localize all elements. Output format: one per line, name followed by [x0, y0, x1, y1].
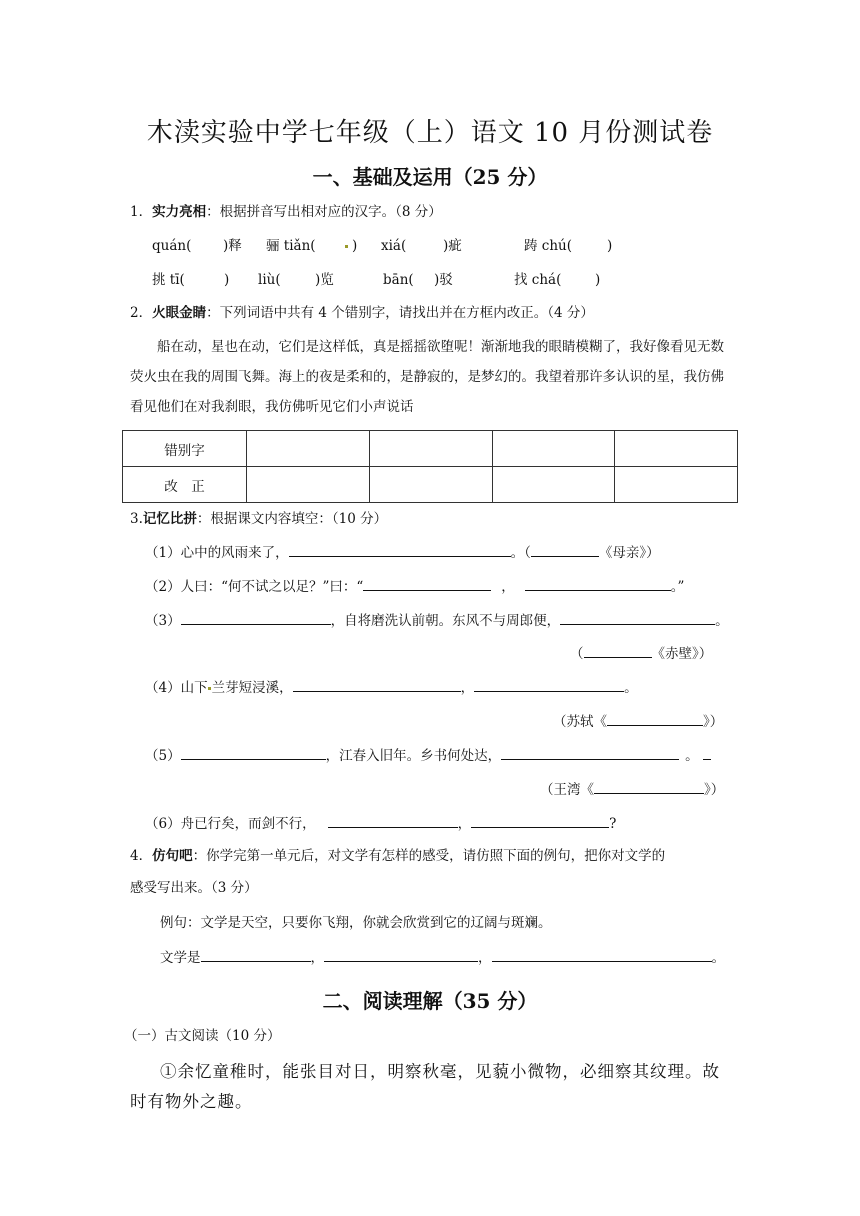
question-3	[130, 509, 387, 529]
pinyin-item: bān(	[383, 272, 414, 288]
pinyin-item: )	[607, 238, 613, 254]
answer-blank[interactable]	[607, 711, 703, 726]
pinyin-item: )	[224, 272, 230, 288]
answer-blank[interactable]	[594, 779, 704, 794]
fill-line-6	[145, 813, 616, 834]
answer-blank[interactable]	[560, 610, 715, 625]
fill-text: ，	[457, 816, 472, 832]
correction-header: 改 正	[123, 467, 247, 503]
question-1	[130, 202, 442, 222]
question-4	[130, 846, 665, 866]
fill-text: （3）	[145, 613, 181, 629]
section-2-heading: 二、阅读理解（35 分）	[322, 989, 538, 1013]
pinyin-item: 踌 chú(	[524, 238, 573, 254]
fill-text: （	[570, 646, 584, 662]
fill-text: ，自将磨洗认前朝。东风不与周郎便，	[330, 613, 561, 629]
q2-passage: 船在动，星也在动，它们是这样低，真是摇摇欲堕呢！渐渐地我的眼睛模糊了，我好像看见无数荧火虫在我的周围飞舞。海上的夜是柔和的，是静寂的，是梦幻的。我望着那许多认识的星，我仿佛看见他们在对我刹眼，我仿佛听见它们小声说话	[130, 339, 724, 415]
answer-cell[interactable]	[369, 431, 492, 467]
fill-text: 。	[685, 748, 699, 764]
q1-row-2	[152, 270, 752, 290]
fill-text: （1）心中的风雨来了，	[145, 545, 289, 561]
fill-text: （6）舟已行矣，而剑不行，	[145, 816, 316, 832]
fill-text: 》）	[704, 782, 725, 798]
pinyin-item: )释	[223, 238, 242, 254]
q1-number: 1．	[130, 204, 153, 220]
fill-text: ?	[609, 816, 617, 832]
fill-line-4	[145, 677, 638, 698]
q2-number: 2．	[130, 305, 153, 321]
fill-text: （5）	[145, 748, 181, 764]
q1-text: ：根据拼音写出相对应的汉字。（8 分）	[206, 204, 442, 220]
fill-text: 。	[711, 950, 725, 966]
ancient-passage: ①余忆童稚时，能张目对日，明察秋毫，见藐小微物，必细察其纹理。故时有物外之趣。	[130, 1062, 720, 1111]
fill-text: 。”	[670, 579, 685, 595]
fill-text: ，江春入旧年。乡书何处达，	[325, 748, 502, 764]
q2-label: 火眼金睛	[152, 305, 207, 321]
answer-blank[interactable]	[181, 610, 331, 625]
answer-blank[interactable]	[474, 677, 624, 692]
q1-label: 实力亮相	[152, 204, 207, 220]
fill-text: （王湾《	[540, 782, 594, 798]
q4-text-line-2: 感受写出来。（3 分）	[130, 880, 258, 896]
fill-line-1	[145, 542, 660, 563]
fill-text: （2）人曰：“何不试之以足？”曰：“	[145, 579, 364, 595]
question-2	[130, 303, 594, 323]
fill-text: 》）	[703, 714, 724, 730]
q4-answer-line	[160, 947, 725, 968]
mark-dot	[341, 236, 352, 256]
fill-text: 兰芽短浸溪，	[211, 680, 293, 696]
pinyin-item: )览	[315, 272, 334, 288]
reading-subheading: （一）古文阅读（10 分）	[124, 1028, 281, 1044]
answer-cell[interactable]	[492, 431, 615, 467]
answer-blank[interactable]	[584, 643, 652, 658]
q4-text: ：你学完第一单元后，对文学有怎样的感受，请仿照下面的例句，把你对文学的	[192, 848, 666, 864]
answer-blank[interactable]	[363, 576, 491, 591]
table-row	[123, 467, 738, 503]
answer-blank[interactable]	[501, 745, 679, 760]
answer-blank[interactable]	[328, 813, 458, 828]
answer-cell[interactable]	[492, 467, 615, 503]
fill-line-5-source	[540, 779, 724, 800]
fill-line-3-source	[570, 643, 712, 664]
pinyin-item: xiá(	[381, 238, 407, 254]
q3-number: 3.	[130, 511, 143, 527]
section-1-heading: 一、基础及运用（25 分）	[312, 165, 548, 189]
answer-blank[interactable]	[289, 542, 511, 557]
fill-text: 《母亲》）	[598, 545, 660, 561]
pinyin-item: )疵	[443, 238, 462, 254]
answer-blank[interactable]	[181, 745, 326, 760]
fill-line-2	[145, 576, 684, 597]
q1-row-1	[152, 236, 752, 256]
q3-text: ：根据课文内容填空：（10 分）	[196, 511, 388, 527]
q4-example: 例句：文学是天空，只要你飞翔，你就会欣赏到它的辽阔与斑斓。	[160, 915, 552, 931]
pinyin-item: )	[595, 272, 601, 288]
answer-cell[interactable]	[369, 467, 492, 503]
q4-label: 仿句吧	[152, 848, 193, 864]
answer-blank	[703, 745, 711, 760]
q4-number: 4．	[130, 848, 153, 864]
answer-cell[interactable]	[615, 467, 738, 503]
answer-blank[interactable]	[492, 947, 712, 962]
correction-table	[122, 430, 738, 503]
answer-cell[interactable]	[247, 467, 370, 503]
fill-text: （苏轼《	[553, 714, 607, 730]
fill-text: 。	[624, 680, 638, 696]
q2-text: ：下列词语中共有 4 个错别字，请找出并在方框内改正。（4 分）	[206, 305, 594, 321]
answer-blank[interactable]	[525, 576, 671, 591]
fill-line-3	[145, 610, 729, 631]
fill-text: 。（	[510, 545, 531, 561]
fill-text: ，	[478, 950, 492, 966]
answer-cell[interactable]	[247, 431, 370, 467]
answer-blank[interactable]	[471, 813, 609, 828]
pinyin-item: 骊 tiǎn(	[266, 238, 316, 254]
fill-text: ，	[501, 579, 515, 595]
answer-blank[interactable]	[324, 947, 478, 962]
page-title: 木渎实验中学七年级（上）语文 10 月份测试卷	[146, 118, 714, 148]
answer-blank[interactable]	[531, 542, 599, 557]
table-row	[123, 431, 738, 467]
fill-text: 。	[715, 613, 729, 629]
pinyin-item: 找 chá(	[514, 272, 562, 288]
fill-text: （4）山下	[145, 680, 208, 696]
answer-blank[interactable]	[201, 947, 311, 962]
answer-cell[interactable]	[615, 431, 738, 467]
mark-dot	[208, 687, 211, 690]
fill-line-5	[145, 745, 711, 766]
answer-blank[interactable]	[293, 677, 461, 692]
pinyin-item: quán(	[152, 238, 192, 254]
fill-text: 文学是	[160, 950, 201, 966]
fill-text: ，	[310, 950, 324, 966]
pinyin-item: liù(	[258, 272, 281, 288]
wrong-char-header: 错别字	[123, 431, 247, 467]
pinyin-item: 挑 tī(	[152, 272, 185, 288]
fill-line-4-source	[553, 711, 723, 732]
pinyin-item: )驳	[434, 272, 453, 288]
fill-text: 《赤壁》）	[651, 646, 713, 662]
fill-text: ，	[460, 680, 475, 696]
pinyin-item: )	[352, 238, 358, 254]
q3-label: 记忆比拼	[142, 511, 197, 527]
